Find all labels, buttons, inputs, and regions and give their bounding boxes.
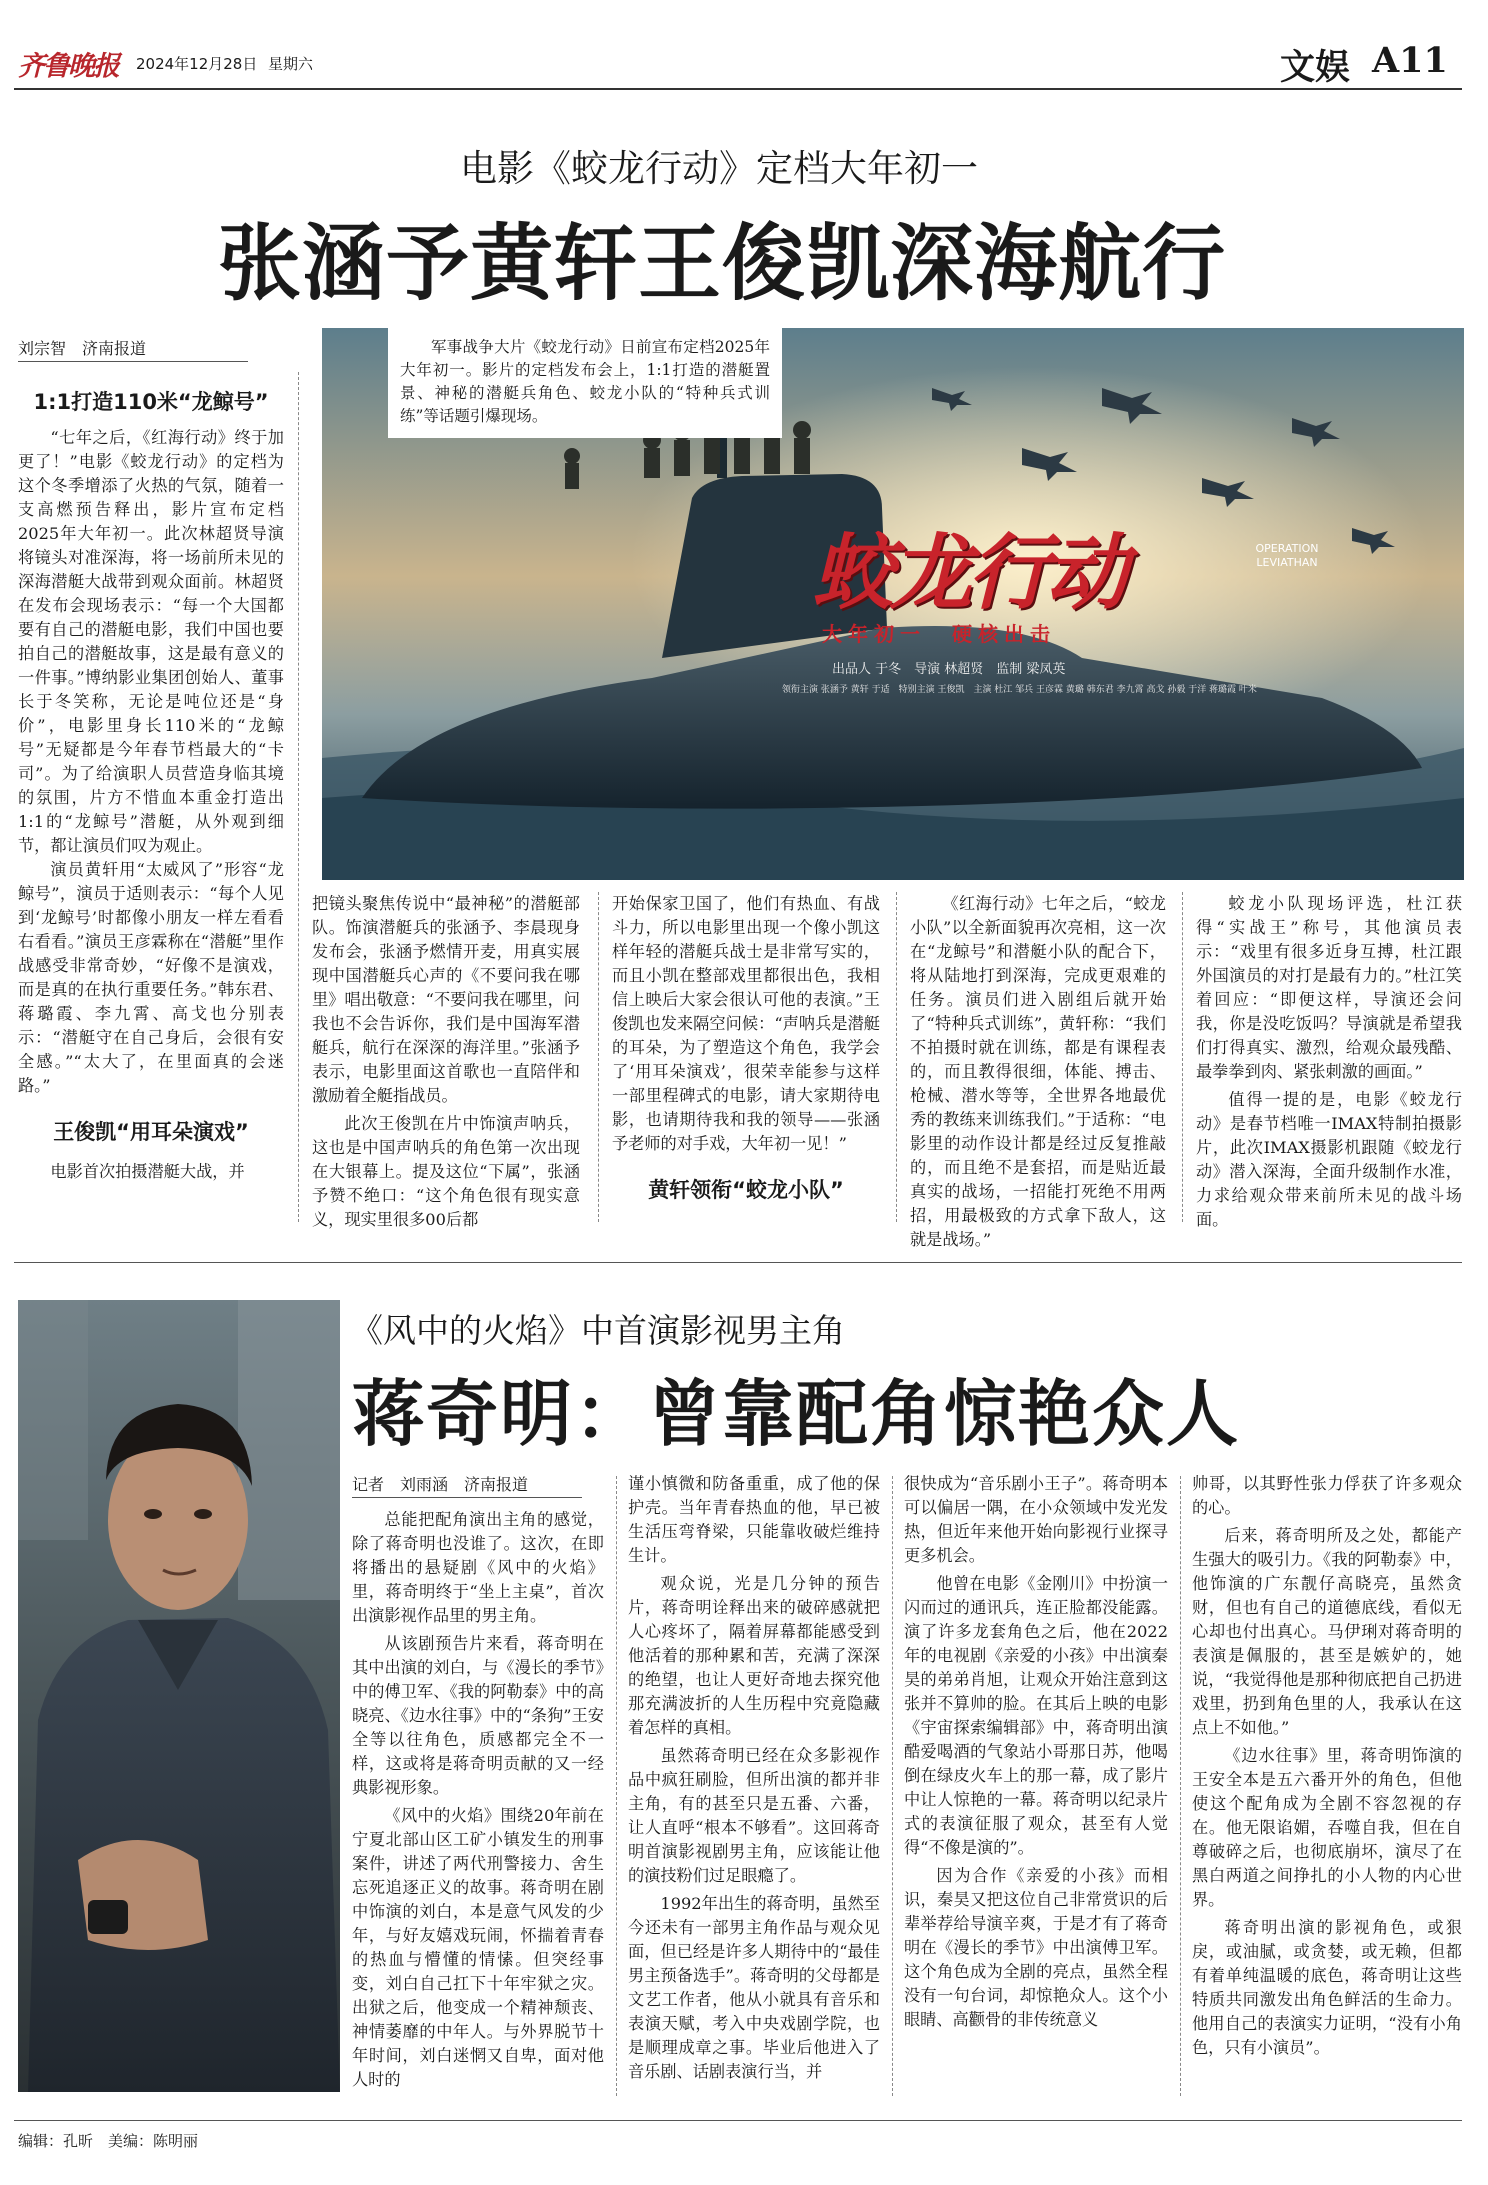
issue-weekday: 星期六	[268, 55, 314, 73]
story1-paragraph: 开始保家卫国了，他们有热血、有战斗力，所以电影里出现一个像小凯这样年轻的潜艇兵战士是非常写实的，而且小凯在整部戏里都很出色，我相信上映后大家会很认可他的表演。”王俊凯也发来隔空问候：“声呐兵是潜艇的耳朵，为了塑造这个角色，我学会了‘用耳朵演戏’，很荣幸能参与这样一部里程碑式的电影，请大家期待电影，也请期待我和我的领导——张涵予老师的对手戏，大年初一见！”	[612, 894, 880, 1153]
story1-column-3	[612, 892, 880, 1210]
story1-kicker: 电影《蛟龙行动》定档大年初一	[460, 147, 978, 190]
newspaper-logo: 齐鲁晚报	[18, 51, 118, 82]
actor-portrait	[18, 1300, 340, 2092]
story1-column-5	[1196, 892, 1462, 1232]
column-divider	[892, 1476, 893, 2096]
story1-paragraph: 值得一提的是，电影《蛟龙行动》是春节档唯一IMAX特制拍摄影片，此次IMAX摄影机跟随《蛟龙行动》潜入深海，全面升级制作水准，力求给观众带来前所未见的战斗场面。	[1196, 1090, 1462, 1229]
story2-paragraph: 后来，蒋奇明所及之处，都能产生强大的吸引力。《我的阿勒泰》中，他饰演的广东靓仔高晓亮，虽然贪财，但也有自己的道德底线，看似无心却也付出真心。马伊琍对蒋奇明的表演是佩服的，甚至是嫉妒的，她说，“我觉得他是那种彻底把自己扔进戏里，扔到角色里的人，我承认在这点上不如他。”	[1192, 1526, 1462, 1737]
page-number: A11	[1372, 40, 1448, 81]
story1-column-1	[18, 380, 284, 1184]
story2-paragraph: 他曾在电影《金刚川》中扮演一闪而过的通讯兵，连正脸都没能露。演了许多龙套角色之后，他在2022年的电视剧《亲爱的小孩》中出演秦昊的弟弟肖旭，让观众开始注意到这张并不算帅的脸。在其后上映的电影《宇宙探索编辑部》中，蒋奇明出演酷爱喝酒的气象站小哥那日苏，他喝倒在绿皮火车上的那一幕，成了影片中让人惊艳的一幕。蒋奇明以纪录片式的表演征服了观众，甚至有人觉得“不像是演的”。	[904, 1574, 1168, 1857]
story2-paragraph: 因为合作《亲爱的小孩》而相识，秦昊又把这位自己非常赏识的后辈举荐给导演辛爽，于是才有了蒋奇明在《漫长的季节》中出演傅卫军。这个角色成为全剧的亮点，虽然全程没有一句台词，却惊艳众人。这个小眼睛、高颧骨的非传统意义	[904, 1866, 1168, 2029]
column-divider	[1182, 892, 1183, 1222]
story1-paragraph: 蛟龙小队现场评选，杜江获得“实战王”称号，其他演员表示：“戏里有很多近身互搏，杜江跟外国演员的对打是最有力的。”杜江笑着回应：“即便这样，导演还会问我，你是没吃饭吗？导演就是希望我们打得真实、激烈，给观众最残酷、最拳拳到肉、紧张刺激的画面。”	[1196, 894, 1462, 1081]
column-divider	[598, 892, 599, 1222]
story2-column-2	[628, 1472, 880, 2084]
story1-byline: 刘宗智 济南报道	[18, 336, 248, 362]
story2-headline: 蒋奇明：曾靠配角惊艳众人	[352, 1371, 1241, 1456]
story1-subhead-huang-xuan: 黄轩领衔“蛟龙小队”	[648, 1178, 844, 1202]
poster-credits: 出品人 于冬 导演 林超贤 监制 梁凤英	[832, 662, 1066, 677]
story-separator	[14, 1262, 1462, 1263]
movie-poster	[322, 328, 1464, 880]
story2-byline: 记者 刘雨涵 济南报道	[352, 1472, 582, 1498]
story2-paragraph: 观众说，光是几分钟的预告片，蒋奇明诠释出来的破碎感就把人心疼坏了，隔着屏幕都能感受到他活着的那种累和苦，充满了深深的绝望，也让人更好奇地去探究他那充满波折的人生历程中究竟隐藏着怎样的真相。	[628, 1574, 880, 1737]
section-name: 文娱	[1280, 47, 1351, 88]
footer-rule	[14, 2120, 1462, 2121]
story2-paragraph: 从该剧预告片来看，蒋奇明在其中出演的刘白，与《漫长的季节》中的傅卫军、《我的阿勒泰》中的高晓亮、《边水往事》中的“条狗”王安全等以往角色，质感都完全不一样，这或将是蒋奇明贡献的又一经典影视形象。	[352, 1634, 604, 1797]
story1-subhead-dragon-whale: 1:1打造110米“龙鲸号”	[33, 390, 269, 414]
story1-paragraph: 演员黄轩用“太威风了”形容“龙鲸号”，演员于适则表示：“每个人见到‘龙鲸号’时都像小朋友一样左看看右看看。”演员王彦霖称在“潜艇”里作战感受非常奇妙，“好像不是演戏，而是真的在执行重要任务。”韩东君、蒋璐霞、李九霄、高戈也分别表示：“潜艇守在自己身后，会很有安全感。”“太大了，在里面真的会迷路。”	[18, 860, 284, 1095]
poster-tagline: 大年初一 硬核出击	[822, 622, 1056, 646]
story2-paragraph: 总能把配角演出主角的感觉，除了蒋奇明也没谁了。这次，在即将播出的悬疑剧《风中的火焰》里，蒋奇明终于“坐上主桌”，首次出演影视作品里的男主角。	[352, 1510, 604, 1625]
story2-column-3	[904, 1472, 1168, 2032]
story2-paragraph: 很快成为“音乐剧小王子”。蒋奇明本可以偏居一隅，在小众领域中发光发热，但近年来他开始向影视行业探寻更多机会。	[904, 1474, 1168, 1565]
story1-headline: 张涵予黄轩王俊凯深海航行	[218, 214, 1226, 312]
story1-paragraph: 此次王俊凯在片中饰演声呐兵，这也是中国声呐兵的角色第一次出现在大银幕上。提及这位“下属”，张涵予赞不绝口：“这个角色很有现实意义，现实里很多00后都	[312, 1114, 580, 1229]
story2-paragraph: 1992年出生的蒋奇明，虽然至今还未有一部男主角作品与观众见面，但已经是许多人期待中的“最佳男主预备选手”。蒋奇明的父母都是文艺工作者，他从小就具有音乐和表演天赋，考入中央戏剧学院，也是顺理成章之事。毕业后他进入了音乐剧、话剧表演行当，并	[628, 1894, 880, 2081]
story1-paragraph: “七年之后，《红海行动》终于加更了！”电影《蛟龙行动》的定档为这个冬季增添了火热的气氛，随着一支高燃预告释出，影片宣布定档2025年大年初一。此次林超贤导演将镜头对准深海，将一场前所未见的深海潜艇大战带到观众面前。林超贤在发布会现场表示：“每一个大国都要有自己的潜艇电影，我们中国也要拍自己的潜艇故事，这是最有意义的一件事。”博纳影业集团创始人、董事长于冬笑称，无论是吨位还是“身价”，电影里身长110米的“龙鲸号”无疑都是今年春节档最大的“卡司”。为了给演职人员营造身临其境的氛围，片方不惜血本重金打造出1:1的“龙鲸号”潜艇，从外观到细节，都让演员们叹为观止。	[18, 428, 284, 855]
story2-column-4	[1192, 1472, 1462, 2060]
column-divider	[616, 1476, 617, 2096]
poster-title-english: OPERATION LEVIATHAN	[1255, 542, 1319, 569]
actor-photo	[18, 1300, 340, 2092]
column-divider	[298, 372, 299, 1222]
story2-paragraph: 谨小慎微和防备重重，成了他的保护壳。当年青春热血的他，早已被生活压弯脊梁，只能靠收破烂维持生计。	[628, 1474, 880, 1565]
story2-paragraph: 《风中的火焰》围绕20年前在宁夏北部山区工矿小镇发生的刑事案件，讲述了两代刑警接力、舍生忘死追逐正义的故事。蒋奇明在剧中饰演的刘白，本是意气风发的少年，与好友嬉戏玩闹，怀揣着青春的热血与懵懂的情愫。但突经事变，刘白自己扛下十年牢狱之灾。出狱之后，他变成一个精神颓丧、神情萎靡的中年人。与外界脱节十年时间，刘白迷惘又自卑，面对他人时的	[352, 1806, 604, 2089]
story1-paragraph: 《红海行动》七年之后，“蛟龙小队”以全新面貌再次亮相，这一次在“龙鲸号”和潜艇小队的配合下，将从陆地打到深海，完成更艰难的任务。演员们进入剧组后就开始了“特种兵式训练”，黄轩称：“我们不拍摄时就在训练，都是有课程表的，而且教得很细，体能、搏击、枪械、潜水等等，全世界各地最优秀的教练来训练我们。”于适称：“电影里的动作设计都是经过反复推敲的，而且绝不是套招，而是贴近最真实的战场，一招能打死绝不用两招，用最极致的方式拿下敌人，这就是战场。”	[910, 894, 1166, 1249]
story1-subhead-wang-junkai: 王俊凯“用耳朵演戏”	[53, 1120, 249, 1144]
column-divider	[896, 892, 897, 1222]
story1-column-2	[312, 892, 580, 1232]
issue-date: 2024年12月28日	[136, 55, 258, 73]
poster-cast: 领衔主演 张涵予 黄轩 于适 特别主演 王俊凯 主演 杜江 邹兵 王彦霖 黄璐 韩东君 李九霄 高戈 孙毅 于洋 蒋璐霞 叶米	[782, 685, 1257, 695]
story1-paragraph: 把镜头聚焦传说中“最神秘”的潜艇部队。饰演潜艇兵的张涵予、李晨现身发布会，张涵予燃情开麦，用真实展现中国潜艇兵心声的《不要问我在哪里》唱出敬意：“不要问我在哪里，问我也不会告诉你，我们是中国海军潜艇兵，航行在深深的海洋里。”张涵予表示，电影里面这首歌也一直陪伴和激励着全艇指战员。	[312, 894, 580, 1105]
story1-paragraph: 电影首次拍摄潜艇大战，并	[50, 1162, 245, 1181]
story2-paragraph: 虽然蒋奇明已经在众多影视作品中疯狂刷脸，但所出演的都并非主角，有的甚至只是五番、六番，让人直呼“根本不够看”。这回蒋奇明首演影视剧男主角，应该能让他的演技粉们过足眼瘾了。	[628, 1746, 880, 1885]
editor-credit: 编辑：孔昕 美编：陈明丽	[18, 2132, 199, 2150]
poster-title: 蛟龙行动	[812, 525, 1124, 621]
story2-paragraph: 蒋奇明出演的影视角色，或狠戾，或油腻，或贪婪，或无赖，但都有着单纯温暖的底色，蒋奇明让这些特质共同激发出角色鲜活的生命力。他用自己的表演实力证明，“没有小角色，只有小演员”。	[1192, 1918, 1462, 2057]
story2-column-1	[352, 1508, 604, 2092]
photo-caption: 军事战争大片《蛟龙行动》日前宣布定档2025年大年初一。影片的定档发布会上，1:1打造的潜艇置景、神秘的潜艇兵角色、蛟龙小队的“特种兵式训练”等话题引爆现场。	[388, 328, 782, 438]
masthead-rule	[14, 88, 1462, 90]
story2-paragraph: 《边水往事》里，蒋奇明饰演的王安全本是五六番开外的角色，但他使这个配角成为全剧不容忽视的存在。他无限谄媚，吞噬自我，但在自尊破碎之后，也彻底崩坏，演尽了在黑白两道之间挣扎的小人物的内心世界。	[1192, 1746, 1462, 1909]
column-divider	[1180, 1476, 1181, 2096]
story2-paragraph: 帅哥，以其野性张力俘获了许多观众的心。	[1192, 1474, 1462, 1517]
story2-kicker: 《风中的火焰》中首演影视男主角	[350, 1311, 845, 1350]
story1-column-4	[910, 892, 1166, 1252]
